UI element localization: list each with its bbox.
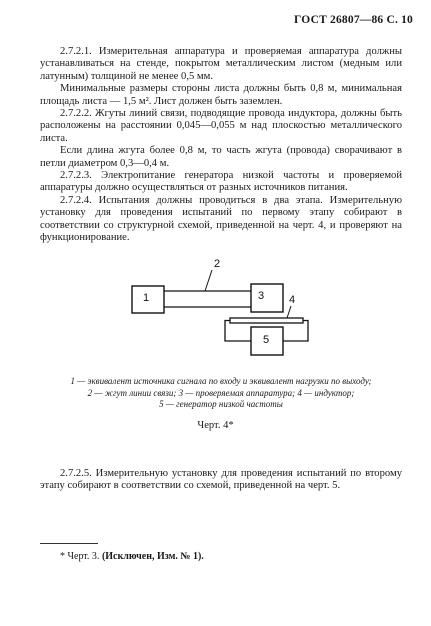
label-1: 1: [143, 292, 150, 304]
paragraph-2-7-2-1: 2.7.2.1. Измерительная аппаратура и проверяемая аппаратура должны устанавливаться на стенде, покрытом металлическим листом (медным или латунным) толщиной не менее 0,5 мм.: [40, 46, 402, 82]
leader-2: [205, 270, 212, 291]
legend-line-2: 2 — жгут линии связи; 3 — проверяемая аппаратура; 4 — индуктор;: [87, 387, 355, 398]
label-4: 4: [289, 294, 296, 306]
schematic-svg: [40, 256, 402, 366]
paragraph-harness-length: Если длина жгута более 0,8 м, то часть жгута (провода) сворачивают в петли диаметром 0,3—0,4 м.: [40, 145, 402, 169]
paragraph-2-7-2-5: 2.7.2.5. Измерительную установку для проведения испытаний по второму этапу собирают в соответствии со схемой, приведенной на черт. 5.: [40, 468, 402, 492]
leader-4: [287, 306, 291, 318]
legend-line-3: 5 — генератор низкой частоты: [159, 399, 283, 409]
paragraph-sheet-size: Минимальные размеры стороны листа должны быть 0,8 м, минимальная площадь листа — 1,5 м². Лист должен быть заземлен.: [40, 83, 402, 107]
label-3: 3: [258, 290, 265, 302]
box-device-under-test: [251, 284, 283, 312]
label-5: 5: [263, 334, 270, 346]
figure-caption: Черт. 4*: [197, 420, 234, 431]
paragraph-2-7-2-4: 2.7.2.4. Испытания должны проводиться в два этапа. Измерительную установку для проведения испытаний по первому этапу собирают в соответствии со структурной схемой, приведенной на черт. 4, и проверяют на функционирование.: [40, 194, 402, 244]
footnote-divider: [40, 543, 98, 544]
label-2: 2: [214, 258, 221, 270]
footnote-prefix: * Черт. 3.: [60, 551, 102, 562]
legend-line-1: 1 — эквивалент источника сигнала по входу и эквивалент нагрузки по выходу;: [70, 376, 372, 386]
figure-legend: [40, 376, 402, 411]
tail-text: [40, 468, 402, 493]
footnote-bold: (Исключен, Изм. № 1).: [101, 551, 204, 562]
inductor-bar: [230, 318, 303, 323]
paragraph-2-7-2-2: 2.7.2.2. Жгуты линий связи, подводящие провода индуктора, должны быть расположены на расстоянии 0,045—0,055 м над плоскостью металлического листа.: [40, 108, 402, 144]
page-header: ГОСТ 26807—86 С. 10: [294, 14, 413, 26]
paragraph-2-7-2-3: 2.7.2.3. Электропитание генератора низкой частоты и проверяемой аппаратуры должно осуществляться от разных источников питания.: [40, 170, 402, 194]
schematic-diagram: [40, 256, 402, 366]
footnote: [60, 551, 204, 562]
body-text: [40, 46, 402, 245]
